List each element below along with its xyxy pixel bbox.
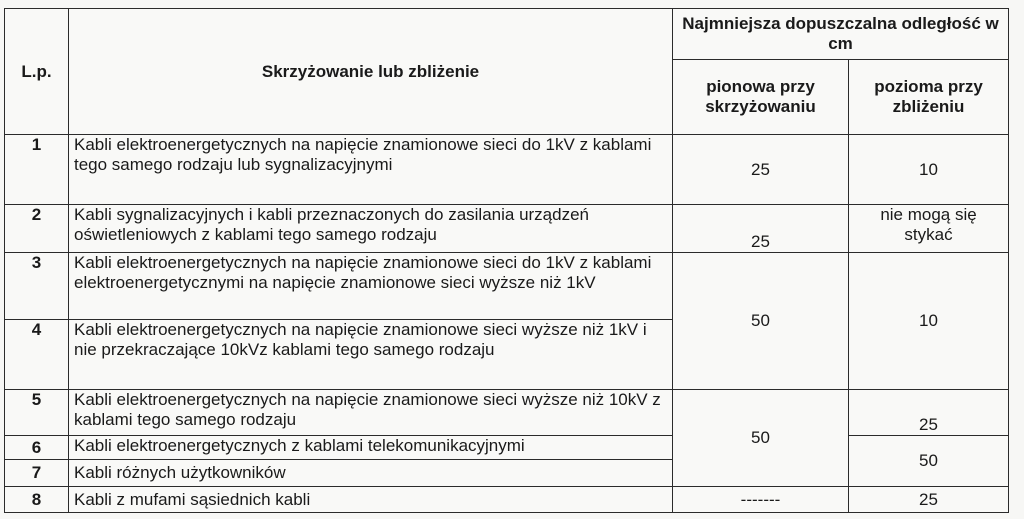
row-horizontal-distance: 10 bbox=[849, 135, 1009, 205]
row-description: Kabli elektroenergetycznych na napięcie znamionowe sieci wyższe niż 1kV i nie przekraczające 10kVz kablami tego samego rodzaju bbox=[69, 320, 673, 390]
row-lp: 3 bbox=[5, 253, 69, 320]
row-lp: 7 bbox=[5, 460, 69, 487]
table-row bbox=[5, 135, 1009, 205]
header-crossing: Skrzyżowanie lub zbliżenie bbox=[69, 9, 673, 135]
row-description: Kabli elektroenergetycznych na napięcie znamionowe sieci do 1kV z kablami elektroenergetycznymi na napięcie znamionowe sieci wyższe niż 1kV bbox=[69, 253, 673, 320]
row-horizontal-distance: 25 bbox=[849, 390, 1009, 436]
table-row bbox=[5, 487, 1009, 513]
row-lp: 6 bbox=[5, 436, 69, 460]
row-horizontal-distance: nie mogą się stykać bbox=[849, 205, 1009, 253]
row-description: Kabli elektroenergetycznych na napięcie znamionowe sieci wyższe niż 10kV z kablami tego samego rodzaju bbox=[69, 390, 673, 436]
header-lp: L.p. bbox=[5, 9, 69, 135]
row-lp: 5 bbox=[5, 390, 69, 436]
row-vertical-distance: ------- bbox=[673, 487, 849, 513]
merged-horizontal-distance: 10 bbox=[849, 253, 1009, 390]
table-row bbox=[5, 253, 1009, 320]
row-description: Kabli elektroenergetycznych z kablami telekomunikacyjnymi bbox=[69, 436, 673, 460]
header-horizontal: pozioma przy zbliżeniu bbox=[849, 60, 1009, 135]
header-min-distance: Najmniejsza dopuszczalna odległość w cm bbox=[673, 9, 1009, 60]
row-description: Kabli różnych użytkowników bbox=[69, 460, 673, 487]
distance-table bbox=[4, 8, 1009, 513]
table-row bbox=[5, 390, 1009, 436]
row-description: Kabli elektroenergetycznych na napięcie znamionowe sieci do 1kV z kablami tego samego rodzaju lub sygnalizacyjnymi bbox=[69, 135, 673, 205]
header-vertical: pionowa przy skrzyżowaniu bbox=[673, 60, 849, 135]
merged-horizontal-distance: 50 bbox=[849, 436, 1009, 487]
merged-vertical-distance: 50 bbox=[673, 390, 849, 487]
row-lp: 8 bbox=[5, 487, 69, 513]
row-lp: 2 bbox=[5, 205, 69, 253]
row-lp: 4 bbox=[5, 320, 69, 390]
row-lp: 1 bbox=[5, 135, 69, 205]
row-description: Kabli z mufami sąsiednich kabli bbox=[69, 487, 673, 513]
table-row bbox=[5, 436, 1009, 460]
row-horizontal-distance: 25 bbox=[849, 487, 1009, 513]
row-description: Kabli sygnalizacyjnych i kabli przeznaczonych do zasilania urządzeń oświetleniowych z kablami tego samego rodzaju bbox=[69, 205, 673, 253]
table-row bbox=[5, 205, 1009, 253]
row-vertical-distance: 25 bbox=[673, 205, 849, 253]
row-vertical-distance: 25 bbox=[673, 135, 849, 205]
merged-vertical-distance: 50 bbox=[673, 253, 849, 390]
